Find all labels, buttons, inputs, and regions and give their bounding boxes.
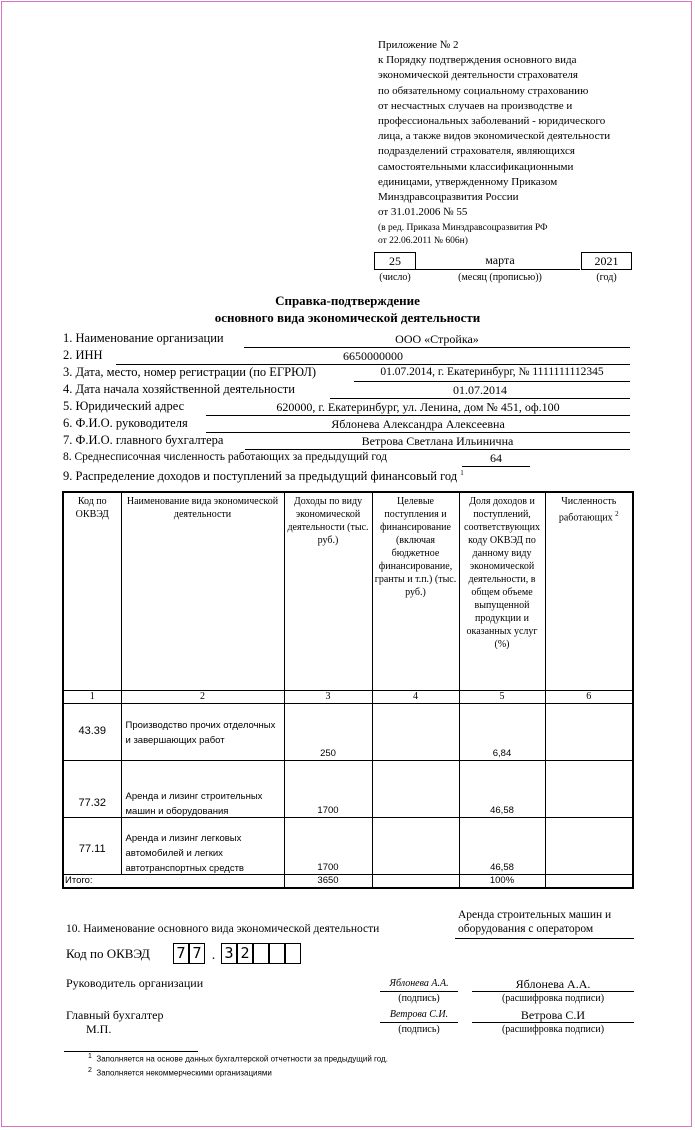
underline	[380, 991, 458, 992]
column-number-row	[63, 691, 633, 704]
staff-cell	[545, 704, 633, 761]
staff-cell	[545, 818, 633, 875]
footnote-separator	[64, 1051, 198, 1052]
table-row	[63, 761, 633, 818]
income-distribution-table	[62, 491, 634, 889]
underline	[244, 347, 630, 348]
signature-caption: (подпись)	[398, 1024, 440, 1035]
appendix-line: самостоятельными классификационными	[378, 160, 574, 173]
column-number: 5	[459, 691, 545, 704]
total-target	[372, 875, 459, 889]
column-number: 1	[63, 691, 121, 704]
code-digit-box: 7	[173, 943, 189, 964]
income-value: 250	[320, 748, 336, 759]
org-name-value: ООО «Стройка»	[395, 332, 479, 346]
registration-label: 3. Дата, место, номер регистрации (по ЕГРЮЛ)	[63, 365, 316, 379]
name-cell	[121, 704, 284, 761]
underline	[206, 415, 630, 416]
code-dot: .	[211, 948, 216, 963]
underline	[380, 1022, 458, 1023]
underline	[462, 466, 530, 467]
stamp-label: М.П.	[86, 1022, 112, 1036]
share-value: 46,58	[490, 862, 514, 873]
okved-code: 77.11	[78, 843, 106, 855]
accountant-sign-label: Главный бухгалтер	[66, 1008, 164, 1022]
activity-name: Аренда и лизинг легковых автомобилей и легких автотранспортных средств	[125, 833, 244, 874]
accountant-label: 7. Ф.И.О. главного бухгалтера	[63, 433, 224, 447]
underline	[472, 991, 634, 992]
appendix-line: профессиональных заболеваний - юридического	[378, 115, 606, 128]
underline	[354, 381, 630, 382]
accountant-decoded: Ветрова С.И	[520, 1008, 586, 1022]
inn-label: 2. ИНН	[63, 348, 103, 362]
total-share: 100%	[459, 875, 545, 889]
okved-code: 77.32	[78, 797, 107, 809]
name-cell	[121, 761, 284, 818]
share-cell	[459, 704, 545, 761]
appendix-line: Минздравсоцразвития России	[378, 191, 519, 204]
code-digit-box: 3	[221, 943, 237, 964]
activity-name: Производство прочих отделочных и завершающих работ	[125, 720, 276, 746]
footnote-ref: 1	[460, 469, 464, 477]
code-cell	[63, 704, 121, 761]
header-cell: Целевые поступления и финансирование (включая бюджетное финансирование, гранты и т.п.) (тыс. руб.)	[372, 492, 459, 691]
start-date-value: 01.07.2014	[453, 383, 507, 397]
code-cell	[63, 818, 121, 875]
underline	[245, 449, 630, 450]
total-label: Итого:	[63, 875, 284, 889]
footnote-text: Заполняется на основе данных бухгалтерской отчетности за предыдущий год.	[96, 1054, 388, 1064]
director-sign-label: Руководитель организации	[66, 976, 204, 990]
address-label: 5. Юридический адрес	[63, 399, 185, 413]
header-text: Численность работающих	[558, 496, 617, 524]
accountant-signature: Ветрова С.И.	[389, 1009, 449, 1020]
total-row	[63, 875, 633, 889]
footnote-num: 2	[88, 1067, 92, 1074]
footnote-num: 1	[88, 1053, 92, 1060]
share-cell	[459, 818, 545, 875]
accountant-value: Ветрова Светлана Ильинична	[361, 434, 514, 448]
target-cell	[372, 704, 459, 761]
edition-line: (в ред. Приказа Минздравсоцразвития РФ	[378, 223, 548, 234]
appendix-line: к Порядку подтверждения основного вида	[378, 54, 577, 67]
appendix-line: Приложение № 2	[378, 39, 459, 51]
okved-code: 43.39	[78, 725, 107, 737]
appendix-line: лица, а также видов экономической деятельности	[378, 130, 611, 143]
underline	[330, 398, 630, 399]
code-cell	[63, 761, 121, 818]
date-day-caption: (число)	[379, 272, 411, 283]
date-month: марта	[485, 253, 515, 267]
appendix-line: от 31.01.2006 № 55	[378, 206, 468, 219]
appendix-line: подразделений страхователя, являющихся	[378, 145, 575, 158]
registration-value: 01.07.2014, г. Екатеринбург, № 1111111112345	[380, 366, 604, 378]
date-day: 25	[374, 252, 416, 270]
name-cell	[121, 818, 284, 875]
table-row	[63, 704, 633, 761]
edition-line: от 22.06.2011 № 606н)	[378, 235, 468, 246]
share-value: 46,58	[490, 805, 514, 816]
director-label: 6. Ф.И.О. руководителя	[63, 416, 188, 430]
decoding-caption: (расшифровка подписи)	[501, 1024, 605, 1035]
headcount-label: 8. Среднесписочная численность работающих за предыдущий год	[63, 451, 388, 463]
start-date-label: 4. Дата начала хозяйственной деятельности	[63, 382, 295, 396]
appendix-line: единицами, утвержденному Приказом	[378, 175, 558, 188]
inn-value: 6650000000	[343, 349, 403, 363]
column-number: 2	[121, 691, 284, 704]
okved-code-label: Код по ОКВЭД	[66, 946, 150, 961]
target-cell	[372, 818, 459, 875]
code-digit-box: 7	[189, 943, 205, 964]
document-subtitle: основного вида экономической деятельности	[214, 310, 481, 325]
appendix-line: от несчастных случаев на производстве и	[378, 99, 573, 112]
underline	[472, 1022, 634, 1023]
header-cell: Код по ОКВЭД	[63, 492, 121, 691]
table-header-row	[63, 492, 633, 691]
distribution-text: 9. Распределение доходов и поступлений за предыдущий финансовый год	[63, 469, 458, 484]
income-cell	[284, 818, 372, 875]
org-name-label: 1. Наименование организации	[63, 331, 224, 345]
address-value: 620000, г. Екатеринбург, ул. Ленина, дом № 451, оф.100	[276, 400, 560, 414]
share-cell	[459, 761, 545, 818]
header-cell: Наименование вида экономической деятельности	[121, 492, 284, 691]
headcount-value: 64	[490, 451, 502, 465]
document-title: Справка-подтверждение	[275, 293, 420, 308]
appendix-line: по обязательному социальному страхованию	[378, 84, 589, 97]
distribution-label	[63, 469, 464, 484]
column-number: 3	[284, 691, 372, 704]
column-number: 4	[372, 691, 459, 704]
share-value: 6,84	[492, 748, 512, 759]
decoding-caption: (расшифровка подписи)	[501, 993, 605, 1004]
header-cell: Доля доходов и поступлений, соответствующих коду ОКВЭД по данному виду экономической деятельности, в общем объеме выпущенной продукции и оказанных услуг (%)	[459, 492, 545, 691]
code-digit-box	[269, 943, 285, 964]
date-underline	[416, 269, 580, 270]
footnote	[88, 1067, 272, 1078]
main-activity-label: 10. Наименование основного вида экономической деятельности	[66, 923, 380, 935]
footnote-ref: 2	[615, 510, 619, 518]
date-month-caption: (месяц (прописью))	[458, 272, 542, 283]
appendix-line: экономической деятельности страхователя	[378, 69, 578, 82]
total-income: 3650	[284, 875, 372, 889]
header-cell: Доходы по виду экономической деятельности (тыс. руб.)	[284, 492, 372, 691]
total-staff	[545, 875, 633, 889]
main-activity-value: Аренда строительных машин и	[458, 909, 612, 921]
signature-caption: (подпись)	[398, 993, 440, 1004]
underline	[206, 432, 630, 433]
income-cell	[284, 761, 372, 818]
appendix-block	[378, 38, 610, 247]
target-cell	[372, 761, 459, 818]
main-activity-value: оборудования с оператором	[458, 923, 594, 935]
date-year: 2021	[581, 252, 632, 270]
director-decoded: Яблонева А.А.	[515, 977, 591, 991]
code-digit-box	[253, 943, 269, 964]
footnote-text: Заполняется некоммерческими организациями	[96, 1068, 272, 1078]
footnote	[88, 1053, 388, 1064]
activity-name: Аренда и лизинг строительных машин и оборудования	[125, 791, 263, 817]
table-row	[63, 818, 633, 875]
header-cell	[545, 492, 633, 691]
code-digit-box: 2	[237, 943, 253, 964]
column-number: 6	[545, 691, 633, 704]
income-cell	[284, 704, 372, 761]
date-year-caption: (год)	[596, 272, 617, 283]
director-signature: Яблонева А.А.	[389, 978, 449, 989]
underline	[455, 938, 634, 939]
code-digit-box	[285, 943, 301, 964]
staff-cell	[545, 761, 633, 818]
income-value: 1700	[317, 862, 339, 873]
income-value: 1700	[317, 805, 339, 816]
director-value: Яблонева Александра Алексеевна	[331, 417, 505, 431]
